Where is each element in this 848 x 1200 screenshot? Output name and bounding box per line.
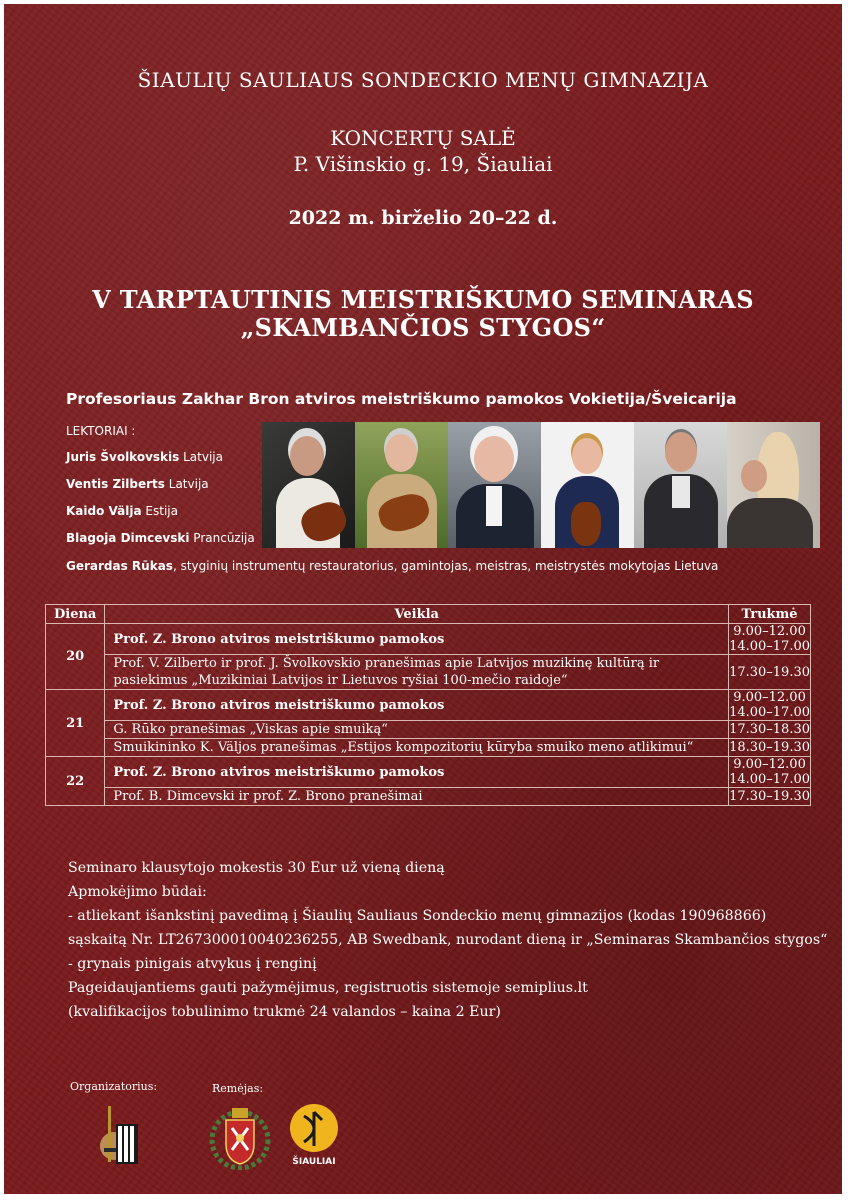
lecturer-name: Blagoja Dimcevski [66, 531, 190, 545]
table-row [46, 788, 811, 806]
time-slot: 14.00–17.00 [729, 705, 810, 720]
lecturer-description: , styginių instrumentų restauratorius, gamintojas, meistras, meistrystės mokytojas Lietuva [172, 559, 719, 573]
table-row [46, 624, 811, 655]
lecturer-photo-strip [262, 422, 820, 548]
lecturer-photo-5 [634, 422, 727, 548]
certificates-text: Pageidaujantiems gauti pažymėjimus, registruotis sistemoje semiplius.lt [68, 980, 588, 996]
lecturer-country: Latvija [168, 477, 209, 491]
siauliai-city-logo-icon [288, 1102, 340, 1154]
lecturer-name: Kaido Välja [66, 504, 142, 518]
payment-heading: Apmokėjimo būdai: [68, 884, 207, 900]
duration-cell: 17.30–19.30 [729, 789, 810, 804]
payment-line-1: - atliekant išankstinį pavedimą į Šiaulių Sauliaus Sondeckio menų gimnazijos (kodas 190968866) [68, 908, 767, 924]
school-name: ŠIAULIŲ SAULIAUS SONDECKIO MENŲ GIMNAZIJA [137, 68, 709, 92]
table-header-row [46, 605, 811, 624]
time-slot: 9.00–12.00 [733, 690, 806, 705]
organizer-label: Organizatorius: [70, 1080, 158, 1093]
day-cell: 22 [46, 757, 105, 806]
col-header-day: Diena [46, 605, 105, 624]
table-row [46, 757, 811, 788]
duration-cell: 17.30–19.30 [729, 655, 811, 690]
activity-cell: G. Rūko pranešimas „Viskas apie smuiką“ [105, 721, 729, 739]
table-row [46, 739, 811, 757]
event-date: 2022 m. birželio 20–22 d. [288, 207, 558, 229]
lecturer-photo-6 [727, 422, 820, 548]
table-row [46, 655, 811, 690]
activity-cell: Prof. B. Dimcevski ir prof. Z. Brono pranešimai [105, 788, 729, 806]
lecturer-2 [66, 477, 209, 491]
lecturer-name: Juris Švolkovskis [66, 450, 180, 464]
duration-cell [729, 690, 811, 721]
event-title-line1: V TARPTAUTINIS MEISTRIŠKUMO SEMINARAS [92, 285, 754, 314]
col-header-duration: Trukmė [729, 605, 811, 624]
activity-cell: Prof. Z. Brono atviros meistriškumo pamokos [105, 690, 729, 721]
duration-cell [729, 757, 811, 788]
lecturer-1 [66, 450, 223, 464]
hall-name: KONCERTŲ SALĖ [330, 126, 516, 150]
time-slot: 14.00–17.00 [729, 639, 810, 654]
time-slot: 14.00–17.00 [729, 772, 810, 787]
day-cell: 20 [46, 624, 105, 690]
lecturer-name: Gerardas Rūkas [66, 559, 173, 573]
day-cell: 21 [46, 690, 105, 757]
col-header-activity: Veikla [105, 605, 729, 624]
lecturer-photo-2 [355, 422, 448, 548]
lecturer-photo-1 [262, 422, 355, 548]
subtitle: Profesoriaus Zakhar Bron atviros meistriškumo pamokos Vokietija/Šveicarija [66, 390, 737, 408]
school-logo-icon [94, 1102, 144, 1170]
time-slot: 9.00–12.00 [733, 757, 806, 772]
lecturer-photo-3 [448, 422, 541, 548]
activity-cell: Prof. Z. Brono atviros meistriškumo pamokos [105, 624, 729, 655]
activity-cell: Prof. V. Zilberto ir prof. J. Švolkovskio pranešimas apie Latvijos muzikinę kultūrą ir pasiekimus „Muzikiniai Latvijos ir Lietuvos ryšiai 100-mečio raidoje“ [105, 655, 729, 690]
time-slot: 9.00–12.00 [733, 624, 806, 639]
lecturer-3 [66, 504, 178, 518]
lecturer-name: Ventis Zilberts [66, 477, 165, 491]
lecturers-heading: LEKTORIAI : [66, 424, 136, 438]
city-logo-text: ŠIAULIAI [292, 1157, 336, 1167]
event-title-line2: „SKAMBANČIOS STYGOS“ [240, 313, 606, 342]
qualification-text: (kvalifikacijos tobulinimo trukmė 24 valandos – kaina 2 Eur) [68, 1004, 501, 1020]
table-row [46, 690, 811, 721]
lecturer-country: Estija [145, 504, 178, 518]
schedule-table [45, 604, 811, 806]
lecturer-country: Prancūzija [193, 531, 255, 545]
activity-cell: Smuikininko K. Väljos pranešimas „Estijos kompozitorių kūryba smuiko meno atlikimui“ [105, 739, 729, 757]
address: P. Višinskio g. 19, Šiauliai [293, 152, 553, 176]
activity-cell: Prof. Z. Brono atviros meistriškumo pamokos [105, 757, 729, 788]
duration-cell: 17.30–18.30 [729, 722, 810, 737]
lecturer-country: Latvija [183, 450, 223, 464]
table-row [46, 721, 811, 739]
duration-cell: 18.30–19.30 [729, 740, 810, 755]
lecturer-5 [66, 559, 718, 573]
poster [4, 4, 842, 1194]
sponsor-label: Remėjas: [212, 1082, 264, 1095]
duration-cell [729, 624, 811, 655]
payment-line-2: sąskaitą Nr. LT267300010040236255, AB Swedbank, nurodant dieną ir „Seminaras Skambančios stygos“ [68, 932, 828, 948]
lecturer-photo-4 [541, 422, 634, 548]
city-coat-of-arms-icon [208, 1104, 272, 1170]
lecturer-4 [66, 531, 255, 545]
fee-text: Seminaro klausytojo mokestis 30 Eur už vieną dieną [68, 860, 445, 876]
payment-line-3: - grynais pinigais atvykus į renginį [68, 956, 317, 972]
